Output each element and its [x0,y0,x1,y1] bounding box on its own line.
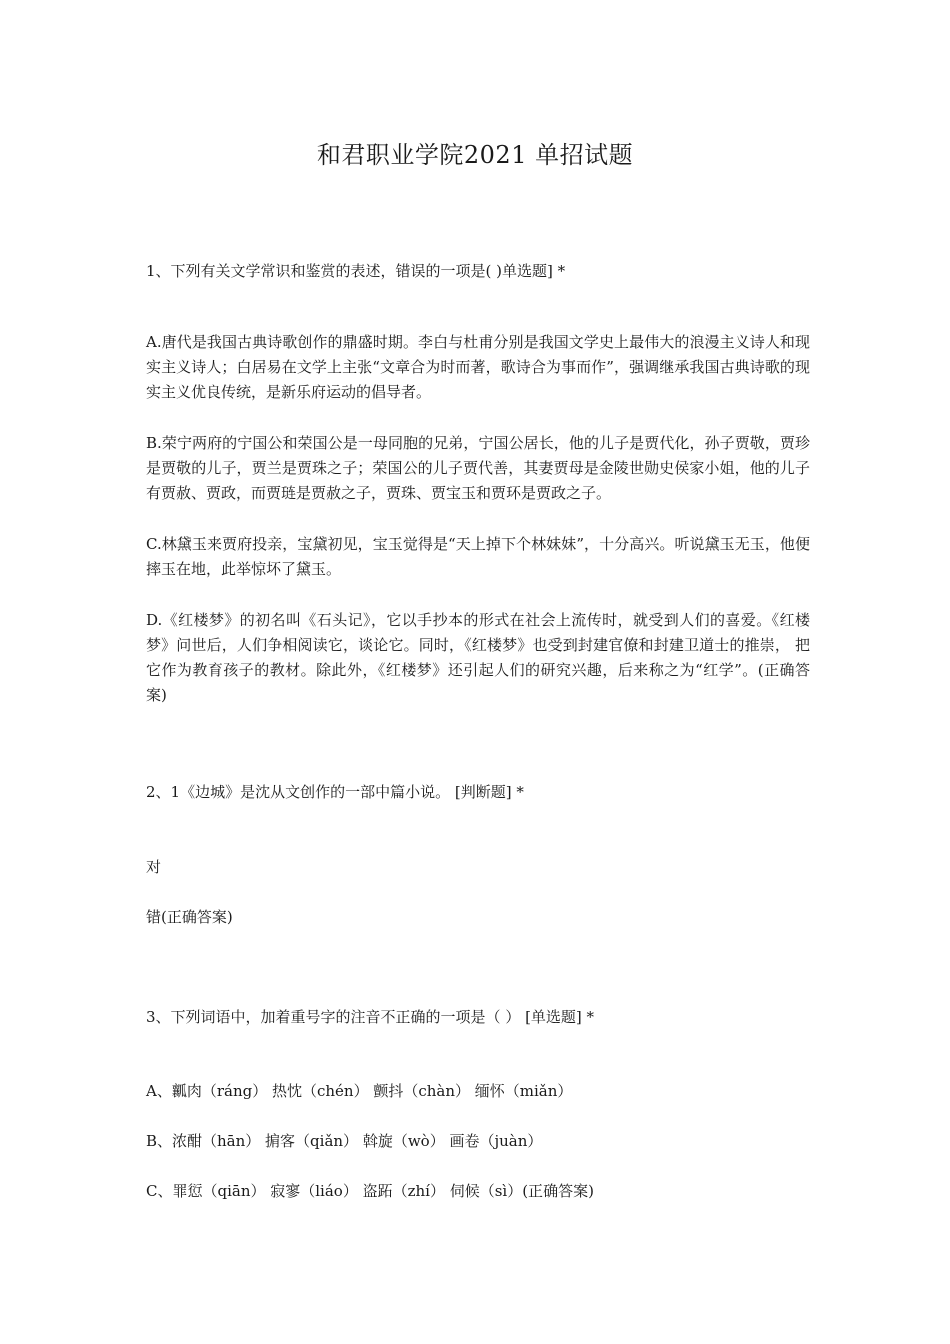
question-1-option-a: A.唐代是我国古典诗歌创作的鼎盛时期。李白与杜甫分别是我国文学史上最伟大的浪漫主义诗人和现实主义诗人；白居易在文学上主张“文章合为时而著，歌诗合为事而作”，强调继承我国古典诗歌的现实主义优良传统，是新乐府运动的倡导者。 [146,333,810,401]
question-2-option-false: 错(正确答案) [146,908,233,926]
question-1-stem: 1、下列有关文学常识和鉴赏的表述，错误的一项是( )单选题] * [146,262,566,280]
question-2-option-true: 对 [146,858,162,876]
question-2-stem: 2、1《边城》是沈从文创作的一部中篇小说。 [判断题] * [146,783,524,801]
question-3-stem: 3、下列词语中，加着重号字的注音不正确的一项是（ ） [单选题] * [146,1008,595,1026]
question-1-option-d: D.《红楼梦》的初名叫《石头记》，它以手抄本的形式在社会上流传时，就受到人们的喜爱。《红楼梦》问世后，人们争相阅读它，谈论它。同时，《红楼梦》也受到封建官僚和封建卫道士的推崇， 把它作为教育孩子的教材。除此外，《红楼梦》还引起人们的研究兴趣，后来称之为“红学”。(正确答案) [146,611,810,704]
question-1-option-b: B.荣宁两府的宁国公和荣国公是一母同胞的兄弟，宁国公居长，他的儿子是贾代化，孙子贾敬，贾珍是贾敬的儿子，贾兰是贾珠之子；荣国公的儿子贾代善，其妻贾母是金陵世勋史侯家小姐，他的儿子有贾赦、贾政，而贾琏是贾赦之子，贾珠、贾宝玉和贾环是贾政之子。 [146,434,810,502]
question-1-option-c: C.林黛玉来贾府投亲，宝黛初见，宝玉觉得是“天上掉下个林妹妹”，十分高兴。听说黛玉无玉，他便摔玉在地，此举惊坏了黛玉。 [146,535,810,578]
document-title: 和君职业学院2021 单招试题 [316,141,634,169]
question-3-option-c: C、罪愆（qiān） 寂寥（liáo） 盗跖（zhí） 伺候（sì）(正确答案) [146,1182,594,1200]
question-3-option-b: B、浓酣（hān） 掮客（qiǎn） 斡旋（wò） 画卷（juàn） [146,1132,543,1150]
question-3-option-a: A、瓤肉（ráng） 热忱（chén） 颤抖（chàn） 缅怀（miǎn） [146,1082,573,1100]
